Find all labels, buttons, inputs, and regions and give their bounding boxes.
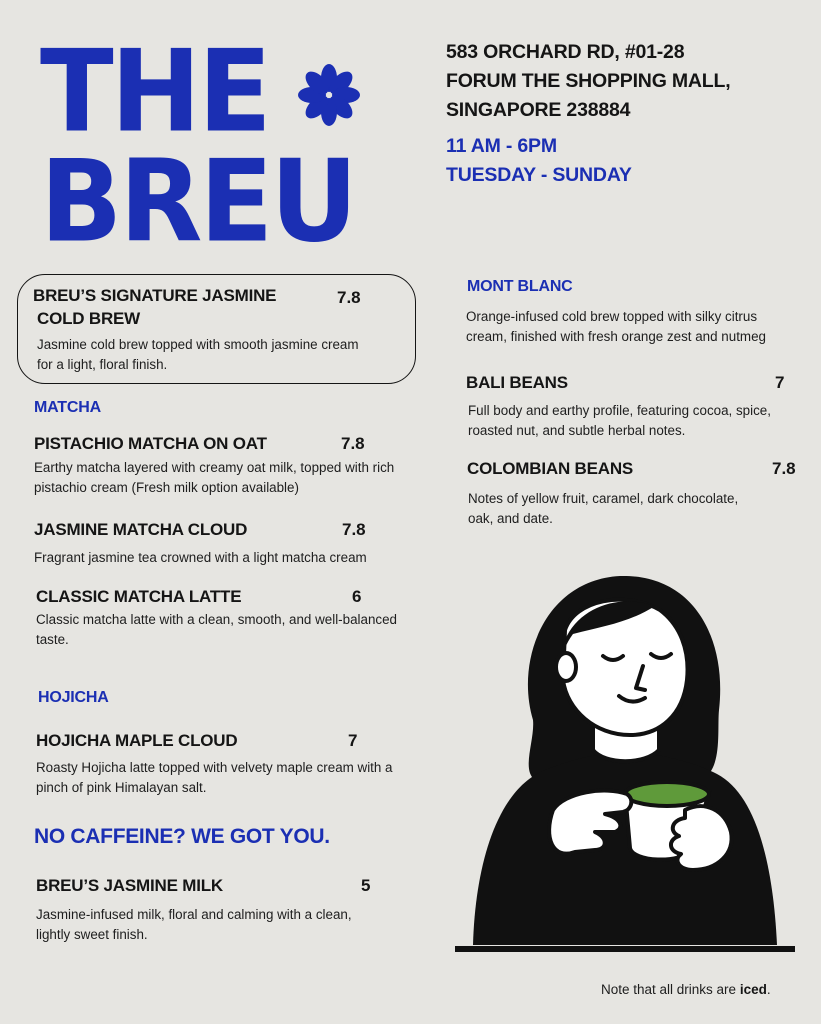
menu-item-name: HOJICHA MAPLE CLOUD: [36, 731, 238, 750]
menu-item-price: 7.8: [772, 459, 796, 478]
section-heading-hojicha: HOJICHA: [38, 689, 109, 706]
address-line-3: SINGAPORE 238884: [446, 99, 631, 121]
menu-item-description: [468, 489, 738, 529]
desc-line: lightly sweet finish.: [36, 927, 148, 942]
menu-item-description: [34, 548, 367, 568]
menu-item-description: [36, 610, 397, 650]
menu-item-name: JASMINE MATCHA CLOUD: [34, 520, 248, 539]
menu-item-description: [36, 905, 352, 945]
menu-item-description: [468, 401, 771, 441]
store-address: [446, 38, 730, 125]
signature-desc-line-2: for a light, floral finish.: [37, 357, 168, 372]
signature-name-line-1: BREU’S SIGNATURE JASMINE: [33, 286, 277, 305]
desc-line: roasted nut, and subtle herbal notes.: [468, 423, 686, 438]
menu-item-description: [36, 758, 393, 798]
menu-item-name: BREU’S JASMINE MILK: [36, 876, 223, 895]
signature-name-line-2: COLD BREW: [37, 309, 141, 328]
note-suffix: .: [766, 982, 771, 997]
logo-breu: BREU: [40, 136, 355, 268]
desc-line: Jasmine-infused milk, floral and calming with a clean,: [36, 907, 352, 922]
logo-the: THE: [40, 26, 269, 158]
iced-drinks-note: [601, 982, 771, 997]
signature-price: 7.8: [337, 288, 361, 307]
menu-item-price: 7.8: [341, 434, 365, 453]
note-emphasis: iced: [739, 982, 767, 997]
desc-line: pinch of pink Himalayan salt.: [36, 780, 207, 795]
desc-line: Fragrant jasmine tea crowned with a light matcha cream: [34, 550, 367, 565]
address-line-1: 583 ORCHARD RD, #01-28: [446, 41, 685, 63]
menu-item-description: [466, 307, 766, 347]
menu-item-price: 5: [361, 876, 371, 895]
signature-description: [37, 335, 409, 375]
menu-item-name: BALI BEANS: [466, 373, 568, 392]
desc-line: taste.: [36, 632, 69, 647]
menu-item-price: 7: [348, 731, 358, 750]
section-heading-no-caffeine: NO CAFFEINE? WE GOT YOU.: [34, 825, 330, 848]
menu-item-price: 7: [775, 373, 785, 392]
signature-desc-line-1: Jasmine cold brew topped with smooth jasmine cream: [37, 337, 359, 352]
menu-item-name-mont-blanc: MONT BLANC: [467, 278, 573, 295]
hours-days: TUESDAY - SUNDAY: [446, 164, 632, 186]
section-heading-matcha: MATCHA: [34, 399, 101, 416]
desc-line: Notes of yellow fruit, caramel, dark chocolate,: [468, 491, 739, 506]
menu-item-name: COLOMBIAN BEANS: [467, 459, 634, 478]
menu-item-description: [34, 458, 394, 498]
desc-line: cream, finished with fresh orange zest and nutmeg: [466, 329, 766, 344]
address-line-2: FORUM THE SHOPPING MALL,: [446, 70, 731, 92]
desc-line: Orange-infused cold brew topped with silky citrus: [466, 309, 758, 324]
asterisk-logo-icon: [298, 64, 360, 126]
menu-item-price: 6: [352, 587, 362, 606]
hours-time: 11 AM - 6PM: [446, 135, 557, 157]
desc-line: pistachio cream (Fresh milk option available): [34, 480, 299, 495]
desc-line: Full body and earthy profile, featuring cocoa, spice,: [468, 403, 771, 418]
woman-holding-matcha-cup-icon: [455, 570, 795, 960]
desc-line: Roasty Hojicha latte topped with velvety maple cream with a: [36, 760, 393, 775]
desc-line: Earthy matcha layered with creamy oat milk, topped with rich: [34, 460, 395, 475]
opening-hours: [446, 132, 632, 190]
desc-line: Classic matcha latte with a clean, smooth, and well-balanced: [36, 612, 397, 627]
menu-item-price: 7.8: [342, 520, 366, 539]
menu-item-name: PISTACHIO MATCHA ON OAT: [34, 434, 267, 453]
desc-line: oak, and date.: [468, 511, 553, 526]
note-text: Note that all drinks are: [601, 982, 740, 997]
menu-item-name: CLASSIC MATCHA LATTE: [36, 587, 242, 606]
